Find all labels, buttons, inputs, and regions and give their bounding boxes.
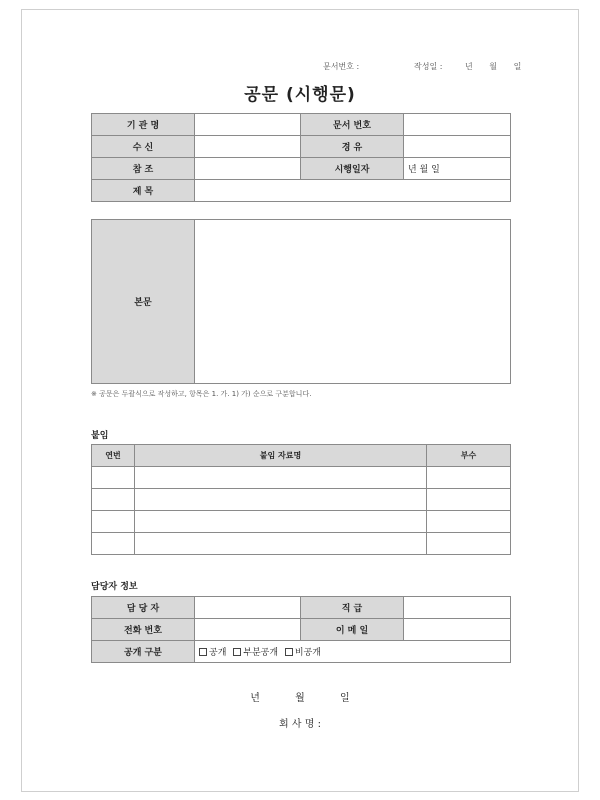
written-date-label: 작성일 :	[414, 62, 443, 71]
option-label: 공개	[209, 648, 227, 658]
attachments-table	[91, 444, 511, 555]
doc-number-label: 문서번호 :	[323, 62, 360, 71]
attach-copies-cell[interactable]	[427, 511, 511, 533]
document-meta	[0, 61, 600, 75]
attach-no-cell[interactable]	[92, 489, 135, 511]
attach-header-copies: 부수	[427, 445, 511, 467]
company-name-label: 회 사 명 :	[279, 719, 321, 730]
disclosure-private-option[interactable]	[285, 648, 321, 658]
attach-name-cell[interactable]	[135, 533, 427, 555]
attachments-title: 붙임	[91, 431, 109, 441]
attach-name-cell[interactable]	[135, 489, 427, 511]
table-row	[92, 467, 511, 489]
phone-label: 전화 번호	[92, 619, 195, 641]
agency-label: 기 관 명	[92, 114, 195, 136]
body-table	[91, 219, 511, 384]
checkbox-icon[interactable]	[233, 648, 241, 656]
contact-title: 담당자 정보	[91, 582, 138, 592]
month-label: 월	[489, 62, 498, 71]
contact-table	[91, 596, 511, 663]
reference-label: 참 조	[92, 158, 195, 180]
table-row	[92, 511, 511, 533]
doc-number-label-cell: 문서 번호	[301, 114, 404, 136]
attach-no-cell[interactable]	[92, 511, 135, 533]
year-label: 년	[465, 62, 473, 71]
footer-year: 년	[250, 693, 260, 704]
disclosure-label: 공개 구분	[92, 641, 195, 663]
via-label: 경 유	[301, 136, 404, 158]
checkbox-icon[interactable]	[199, 648, 207, 656]
phone-field[interactable]	[195, 619, 301, 641]
option-label: 부분공개	[243, 648, 279, 658]
subject-field[interactable]	[195, 180, 511, 202]
effective-date-field[interactable]: 년 월 일	[404, 158, 511, 180]
doc-number-field[interactable]	[404, 114, 511, 136]
position-label: 직 급	[301, 597, 404, 619]
effective-date-label: 시행일자	[301, 158, 404, 180]
disclosure-partial-option[interactable]	[233, 648, 278, 658]
written-date-fields	[465, 61, 521, 72]
attach-copies-cell[interactable]	[427, 467, 511, 489]
table-row	[92, 533, 511, 555]
body-field[interactable]	[195, 220, 511, 384]
subject-label: 제 목	[92, 180, 195, 202]
person-label: 담 당 자	[92, 597, 195, 619]
attach-no-cell[interactable]	[92, 533, 135, 555]
attach-no-cell[interactable]	[92, 467, 135, 489]
attach-header-no: 연번	[92, 445, 135, 467]
via-field[interactable]	[404, 136, 511, 158]
position-field[interactable]	[404, 597, 511, 619]
agency-field[interactable]	[195, 114, 301, 136]
attach-copies-cell[interactable]	[427, 533, 511, 555]
attach-copies-cell[interactable]	[427, 489, 511, 511]
attach-name-cell[interactable]	[135, 467, 427, 489]
disclosure-options	[195, 641, 511, 663]
info-table	[91, 113, 511, 202]
day-label: 일	[513, 62, 522, 71]
footer-day: 일	[340, 693, 350, 704]
table-row	[92, 489, 511, 511]
disclosure-public-option[interactable]	[199, 648, 226, 658]
email-field[interactable]	[404, 619, 511, 641]
checkbox-icon[interactable]	[285, 648, 293, 656]
attach-header-name: 붙임 자료명	[135, 445, 427, 467]
footer-month: 월	[295, 693, 305, 704]
body-note: ※ 공문은 두괄식으로 작성하고, 항목은 1. 가. 1) 가) 순으로 구분합니다.	[91, 390, 312, 398]
page-title: 공문 (시행문)	[244, 85, 356, 105]
body-label: 본문	[92, 220, 195, 384]
recipient-field[interactable]	[195, 136, 301, 158]
email-label: 이 메 일	[301, 619, 404, 641]
attach-name-cell[interactable]	[135, 511, 427, 533]
reference-field[interactable]	[195, 158, 301, 180]
option-label: 비공개	[294, 648, 322, 658]
recipient-label: 수 신	[92, 136, 195, 158]
person-field[interactable]	[195, 597, 301, 619]
footer-date	[0, 689, 600, 704]
